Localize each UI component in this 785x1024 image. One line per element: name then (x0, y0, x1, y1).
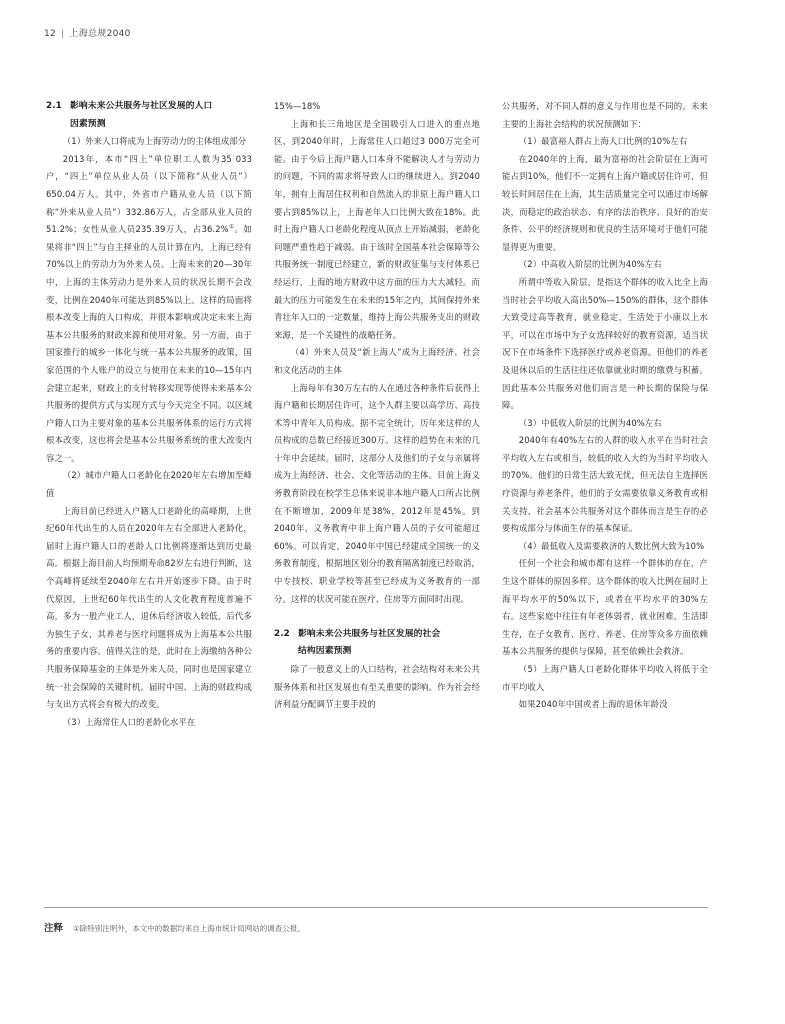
page-number: 12 (44, 29, 57, 39)
paragraph: 2040年有40%左右的人群的收入水平在当时社会平均收入左右或相当，较低的收入大约为当时平均收入的70%。他们的日常生活大致无忧，但无法自主选择医疗资源与养老条件，他们的子女需要依靠义务教育或相关支持，社会基本公共服务对这个群体而言是生存的必要构成部分与体面生存的基本保证。 (502, 435, 708, 534)
section-heading-2-1: 2.1 影响未来公共服务与社区发展的人口 因素预测 (46, 98, 252, 133)
subheading: （3）上海常住人口的老龄化水平在 (62, 716, 196, 727)
paragraph: 任何一个社会和城市都有这样一个群体的存在，产生这个群体的原因多样。这个群体的收入比例在届时上海平均水平的50%以下，或者在平均水平的30%左右。这些家庭中往往有年老体弱者，就业困难，生活即生存，在子女教育、医疗、养老、住房等众多方面依赖基本公共服务的提供与保障，甚至依赖社会救济。 (502, 558, 708, 657)
subheading: （2）城市户籍人口老龄化在2020年左右增加至峰值 (46, 470, 252, 499)
section-number: 2.1 (46, 101, 62, 111)
subheading: （1）外来人口将成为上海劳动力的主体组成部分 (62, 136, 247, 147)
section-heading-2-2: 2.2 影响未来公共服务与社区发展的社会 结构因素预测 (274, 626, 480, 661)
subheading: （2）中高收入阶层的比例为40%左右 (518, 259, 662, 270)
spacer (274, 608, 480, 626)
text-column-3 (502, 98, 708, 714)
paragraph: 2013年，本市“四上”单位职工人数为35 033户，“四上”单位从业人员（以下简称“从业人员”）650.04万人。其中，外省市户籍从业人员（以下简称“外来从业人员”）332.86万人，占全部从业人员的51.2%；女性从业人员235.39万人，占36.2%①。如果将非“四上”与自主择业的人员计算在内，上海已经有70%以上的劳动力为外来人员。上海未来的20—30年中，上海的主体劳动力是外来人员的状况长期不会改变，比例在2040年可能达到85%以上。这样的局面将根本改变上海的人口构成，并很本影响或决定未来上海基本公共服务的财政来源和使用对象。另一方面，由于国家推行的城乡一体化与统一基本公共服务的政策，国家范围的个人账户的设立与使用在未来的10—15年内会建立起来，财政上的支付转移实现等使得未来基本公共服务的提供方式与实现方式与今天完全不同。以区域户籍人口为主要对象的基本公共服务体系的运行方式将根本改变，这也将会是基本公共服务系统的重大改变内容之一。 (46, 153, 253, 463)
subheading: （3）中低收入阶层的比例为40%左右 (518, 417, 662, 428)
paragraph-continued: 公共服务，对不同人群的意义与作用也是不同的。未来主要的上海社会结构的状况预测如下： (502, 101, 708, 129)
footnote-text: ①除特别注明外，本文中的数据均来自上海市统计局网站的调查公报。 (73, 924, 305, 933)
paragraph: 除了一般意义上的人口结构，社会结构对未来公共服务体系和社区发展也有至关重要的影响。作为社会经济利益分配调节主要手段的 (274, 664, 480, 710)
paragraph-continued: 15%—18% (274, 101, 321, 111)
section-number: 2.2 (274, 628, 290, 639)
paragraph: 如果2040年中国或者上海的退休年龄没 (518, 699, 668, 710)
text-column-2 (274, 98, 480, 714)
header-separator: | (61, 29, 65, 39)
publication-title: 上海总规2040 (69, 29, 131, 39)
subheading: （4）外来人员及“新上海人”成为上海经济、社会和文化活动的主体 (274, 347, 480, 375)
footnote-divider (44, 907, 708, 908)
paragraph: 上海目前已经进入户籍人口老龄化的高峰期，上世纪60年代出生的人员在2020年左右全部进入老龄化，届时上海户籍人口的老龄人口比例将逐渐达到历史最高。根据上海目前人均预期寿命82岁左右进行判断，这个高峰将延续至2040年左右并开始逐步下降。由于时代原因，上世纪60年代出生的人文化教育程度普遍不高，多为一般产业工人，退休后经济收入较低，后代多为独生子女，其养老与医疗问题将成为上海基本公共服务的重要内容。值得关注的是，此时在上海缴纳各种公共服务保障基金的主体是外来人员，同时也是国家建立统一社会保障的关键时机。届时中国、上海的财政构成与支出方式将会有极大的改变。 (46, 505, 252, 710)
subheading: （1）最富裕人群占上海人口比例的10%左右 (518, 136, 688, 147)
paragraph: 所谓中等收入阶层，是指这个群体的收入比全上海当时社会平均收入高出50%—150%的群体，这个群体大致受过高等教育，就业稳定，生活处于小康以上水平，可以在市场中为子女选择较好的教育资源，适当状况下在市场条件下选择医疗或养老资源。但他们的养老及退休以后的生活往往还依靠就业时期的缴费与积蓄。因此基本公共服务对他们而言是一种长期的保险与保障。 (502, 276, 708, 411)
subheading: （5）上海户籍人口老龄化群体平均收入将低于全市平均收入 (502, 664, 708, 692)
footnote-marker: ① (228, 224, 235, 231)
footnote (44, 920, 305, 934)
text-column-1 (46, 98, 252, 731)
subheading: （4）最低收入及需要救济的人数比例大致为10% (518, 540, 705, 551)
paragraph: 上海每年有30万左右的人在通过各种条件后获得上海户籍和长期居住许可，这个人群主要以高学历、高技术等中青年人员构成。据不完全统计，历年来这样的人员构成的总数已经接近300万。这样的趋势在未来的几十年中会延续。届时，这部分人及他们的子女与亲属将成为上海经济、社会、文化等活动的主体。目前上海义务教育阶段在校学生总体来说非本地户籍人口所占比例在不断增加，2009年是38%，2012年是45%。到2040年，义务教育中非上海户籍人员的子女可能超过60%。可以肯定，2040年中国已经建成全国统一的义务教育制度，根据地区划分的教育隔离制度已经取消，中专技校、职业学校等甚至已经成为义务教育的一部分。这样的状况可能在医疗、住房等方面同时出现。 (274, 382, 480, 604)
paragraph: 在2040年的上海，最为富裕的社会阶层在上海可能占到10%，他们不一定拥有上海户籍或居住许可，但较长时间居住在上海，其生活质量完全可以通过市场解决，而稳定的政治状态、有序的法治秩序、良好的治安条件、公平的经济规则和优良的生活环境对于他们可能显得更为重要。 (502, 153, 708, 252)
paragraph: 上海和长三角地区是全国吸引人口进入的重点地区，到2040年时，上海常住人口超过3 000万完全可能。由于今后上海户籍人口本身不能解决人才与劳动力的问题，不同的需求将导致人口的继续进入。到2040年，拥有上海居住权利和自然流入的非原上海户籍人口要占到85%以上，上海老年人口比例大致在18%。此时上海户籍人口老龄化程度从顶点上开始减弱，老龄化问题严重性趋于减弱。由于该时全国基本社会保障等公共服务统一制度已经建立，新的财政征集与支付体系已经运行，上海的地方财政中这方面的压力大大减轻。而最大的压力可能发生在未来的15年之内，其间保持外来青壮年人口的一定数量，维持上海公共服务支出的财政来源，是一个关键性的战略任务。 (274, 118, 480, 340)
footnote-label: 注释 (44, 923, 64, 934)
running-header (44, 26, 131, 39)
